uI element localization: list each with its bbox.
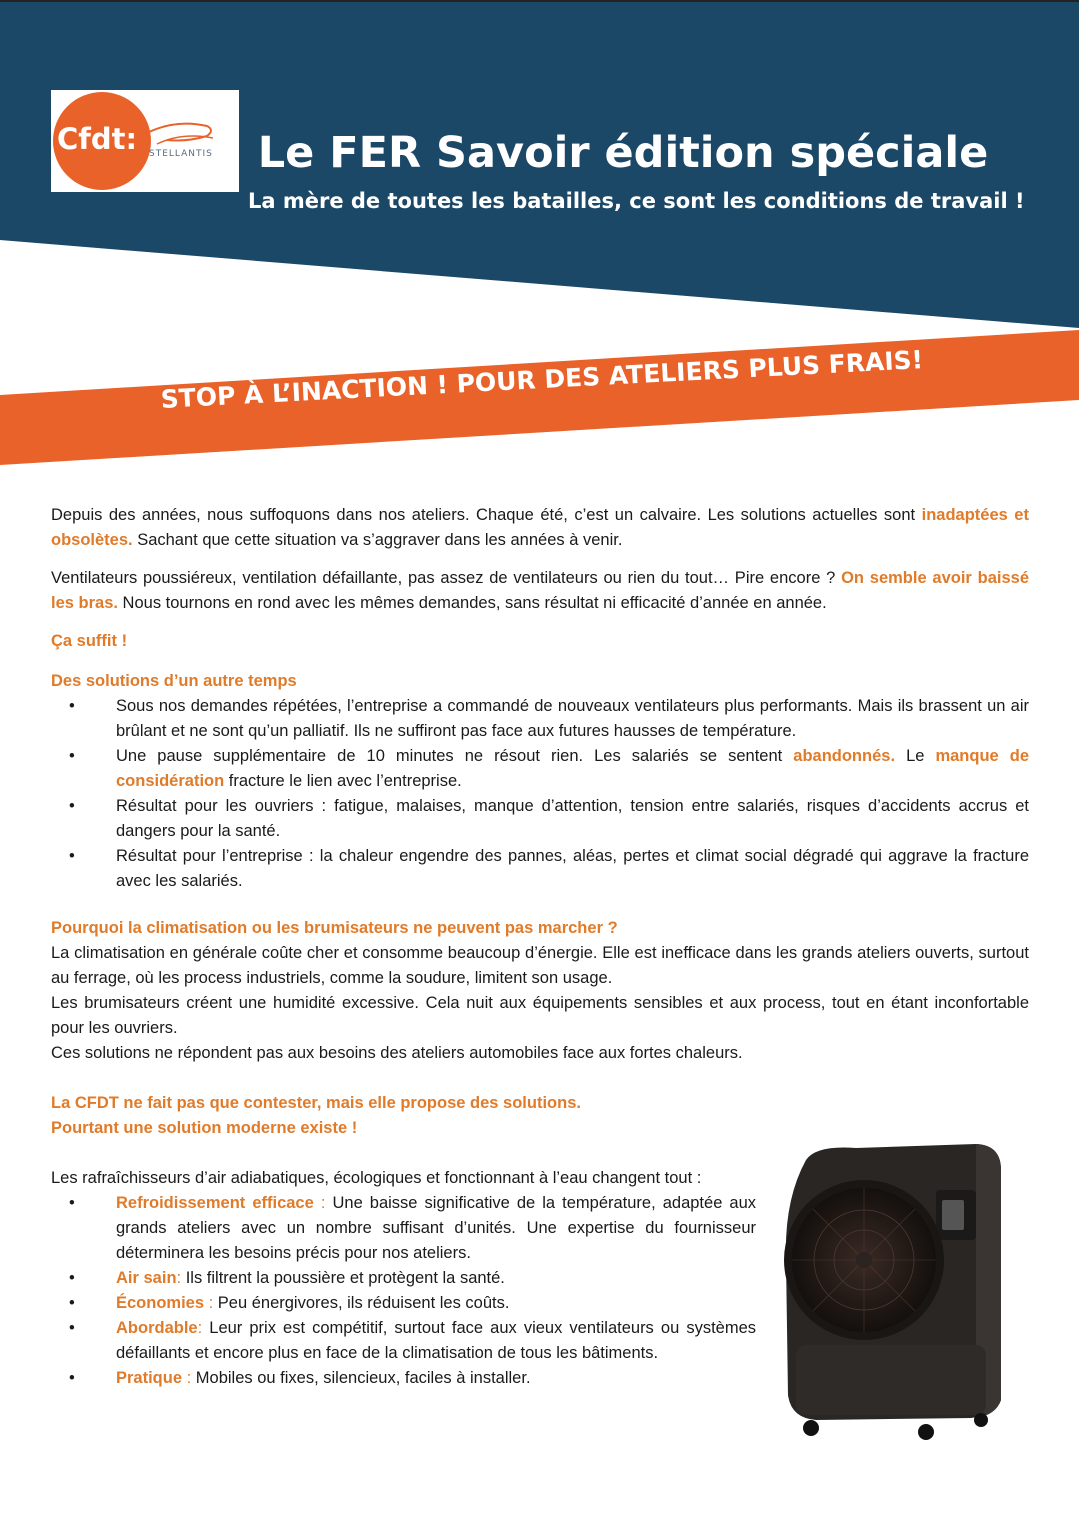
section2-paragraph: Ces solutions ne répondent pas aux besoins des ateliers automobiles face aux fortes chaleurs. [51,1044,743,1062]
list-item: • Économies : Peu énergivores, ils réduisent les coûts. [51,1291,756,1316]
intro-paragraph-2: Ventilateurs poussiéreux, ventilation défaillante, pas assez de ventilateurs ou rien du tout… Pire encore ? On semble avoir baissé les bras. Nous tournons en rond avec les mêmes demandes, sans résultat ni efficacité d’année en année. [51,569,1029,612]
page-subtitle: La mère de toutes les batailles, ce sont les conditions de travail ! [248,189,1025,213]
section1-heading: Des solutions d’un autre temps [51,672,297,690]
banner-title: STOP À L’INACTION ! POUR DES ATELIERS PLUS FRAIS! [160,345,924,414]
list-item: • Refroidissement efficace : Une baisse significative de la température, adaptée aux grands ateliers avec un nombre suffisant d’unités. Une expertise du fournisseur déterminera les besoins précis pour nos ateliers. [51,1191,756,1266]
list-item: • Pratique : Mobiles ou fixes, silencieux, faciles à installer. [51,1366,756,1391]
intro-paragraph-1: Depuis des années, nous suffoquons dans nos ateliers. Chaque été, c’est un calvaire. Les solutions actuelles sont inadaptées et obsolètes. Sachant que cette situation va s’aggraver dans les années à venir. [51,506,1029,549]
highlight: inadaptées et obsolètes. [51,506,1029,549]
list-item: • Une pause supplémentaire de 10 minutes ne résout rien. Les salariés se sentent abandonnés. Le manque de considération fracture le lien avec l’entreprise. [51,744,1029,794]
list-item: • Air sain: Ils filtrent la poussière et protègent la santé. [51,1266,756,1291]
section1-list [51,694,1029,894]
logo-stellantis-text: STELLANTIS [149,149,213,159]
air-cooler-image [776,1140,1006,1440]
highlight: manque de considération [116,747,1030,790]
section2-paragraph: Les brumisateurs créent une humidité excessive. Cela nuit aux équipements sensibles et aux process, tout en étant inconfortable pour les ouvriers. [51,994,1029,1037]
highlight: abandonnés. [793,747,896,765]
section3-intro: Les rafraîchisseurs d’air adiabatiques, écologiques et fonctionnant à l’eau changent tout : [51,1169,702,1187]
list-item: • Abordable: Leur prix est compétitif, surtout face aux vieux ventilateurs ou systèmes défaillants et encore plus en face de la climatisation de tous les bâtiments. [51,1316,756,1366]
enough-heading: Ça suffit ! [51,632,128,650]
top-border [0,0,1079,2]
list-item: • Résultat pour les ouvriers : fatigue, malaises, manque d’attention, tension entre salariés, risques d’accidents accrus et dangers pour la santé. [51,794,1029,844]
section3-heading-1: La CFDT ne fait pas que contester, mais elle propose des solutions. [51,1094,581,1112]
car-swoosh-icon [127,112,217,152]
cfdt-stellantis-logo [51,90,239,192]
list-item: • Sous nos demandes répétées, l’entreprise a commandé de nouveaux ventilateurs plus performants. Mais ils brassent un air brûlant et ne sont qu’un palliatif. Ils ne suffiront pas face aux futures hausses de température. [51,694,1029,744]
section3-heading-2: Pourtant une solution moderne existe ! [51,1119,358,1137]
section2-heading: Pourquoi la climatisation ou les brumisateurs ne peuvent pas marcher ? [51,919,618,937]
page-title: Le FER Savoir édition spéciale [257,128,989,178]
logo-cfdt-text: Cfdt: [57,122,138,156]
list-item: • Résultat pour l’entreprise : la chaleur engendre des pannes, aléas, pertes et climat social dégradé qui aggrave la fracture avec les salariés. [51,844,1029,894]
highlight: On semble avoir baissé les bras. [51,569,1029,612]
section2-paragraph: La climatisation en générale coûte cher et consomme beaucoup d’énergie. Elle est inefficace dans les grands ateliers ouverts, surtout au ferrage, où les process industriels, comme la soudure, limitent son usage. [51,944,1029,987]
